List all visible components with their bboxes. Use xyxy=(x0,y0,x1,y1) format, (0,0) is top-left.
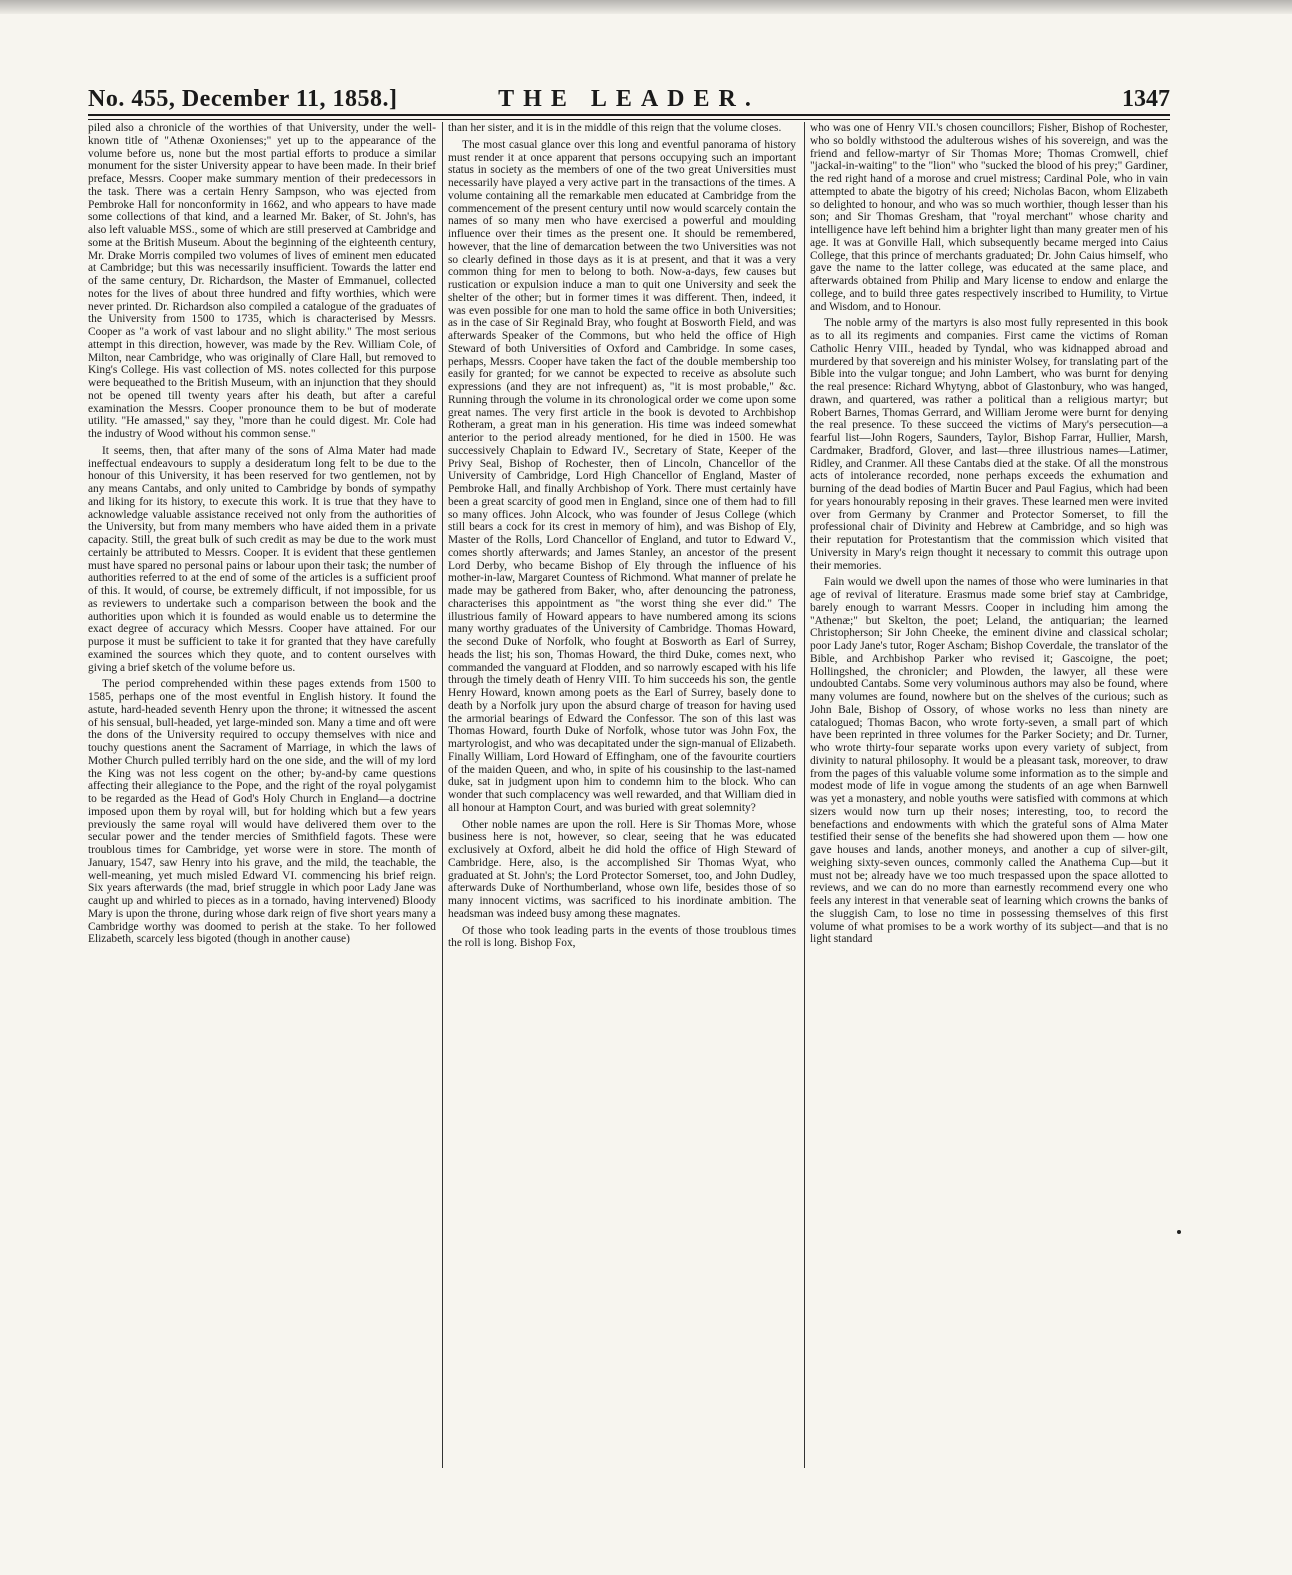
header-rule xyxy=(88,119,1170,120)
issue-date: No. 455, December 11, 1858.] xyxy=(88,86,398,112)
paragraph: piled also a chronicle of the worthies of that University, under the well-known title of "Athenæ Oxonienses;" yet up to the appearance of the volume before us, none but the most partial efforts to produce a similar monument for the sister University appear to have been made. In their brief preface, Messrs. Cooper make summary mention of their predecessors in the task. There was a certain Henry Sampson, who was ejected from Pembroke Hall for nonconformity in 1662, and who appears to have made some collections of that kind, and a learned Mr. Baker, of St. John's, has also left valuable MSS., some of which are still preserved at Cambridge and some at the British Museum. About the beginning of the eighteenth century, Mr. Drake Morris compiled two volumes of lives of eminent men educated at Cambridge; but this was necessarily insufficient. Towards the latter end of the same century, Dr. Richardson, the Master of Emmanuel, collected notes for the lives of about three hundred and fifty worthies, which were never printed. Dr. Richardson also compiled a catalogue of the graduates of the University from 1500 to 1735, which is characterised by Messrs. Cooper as "a work of vast labour and no slight ability." The most serious attempt in this direction, however, was made by the Rev. William Cole, of Milton, near Cambridge, who was originally of Clare Hall, but removed to King's College. His vast collection of MS. notes collected for this purpose were bequeathed to the British Museum, with an injunction that they should not be opened till twenty years after his death, but after a careful examination the Messrs. Cooper pronounce them to be but of moderate utility. "He amassed," say they, "more than he could digest. Mr. Cole had the industry of Wood without his common sense." xyxy=(88,122,436,440)
column-divider xyxy=(442,122,443,1468)
page-number: 1347 xyxy=(1122,86,1170,112)
masthead xyxy=(88,86,1170,116)
paragraph: It seems, then, that after many of the sons of Alma Mater had made ineffectual endeavours to supply a desideratum long felt to be due to the honour of this University, it has been reserved for two gentlemen, not by any means Cantabs, and only united to Cambridge by bonds of sympathy and liking for its history, to execute this work. It is true that they have to acknowledge valuable assistance received not only from the authorities of the University, but from many members who have aided them in a private capacity. Still, the great bulk of such credit as may be due to the work must certainly be attributed to Messrs. Cooper. It is evident that these gentlemen must have spared no personal pains or labour upon their task; the number of authorities referred to at the end of some of the articles is a sufficient proof of this. It would, of course, be extremely difficult, if not impossible, for us as reviewers to undertake such a comparison between the book and the authorities upon which it is founded as would enable us to determine the exact degree of accuracy which Messrs. Cooper have attained. For our purpose it must be sufficient to take it for granted that they have carefully examined the sources which they quote, and to content ourselves with giving a brief sketch of the volume before us. xyxy=(88,444,436,674)
text-column-2 xyxy=(448,122,796,1470)
paragraph: than her sister, and it is in the middle of this reign that the volume closes. xyxy=(448,122,782,134)
paragraph: The most casual glance over this long and eventful panorama of history must render it at once apparent that persons occupying such an important status in society as the members of one of the two great Universities must necessarily have played a very active part in the transactions of the times. A volume containing all the remarkable men educated at Cambridge from the commencement of the present century until now would scarcely contain the names of so many men who have exercised a powerful and moulding influence over their times as the present one. It should be remembered, however, that the line of demarcation between the two Universities was not so clearly defined in those days as it is at present, and that it was a very common thing for men to belong to both. Now-a-days, few causes but rustication or expulsion induce a man to quit one University and seek the shelter of the other; but in former times it was different. Then, indeed, it was even possible for one man to hold the same office in both Universities; as in the case of Sir Reginald Bray, who fought at Bosworth Field, and was afterwards Speaker of the Commons, but who held the office of High Steward of both Universities of Oxford and Cambridge. In some cases, perhaps, Messrs. Cooper have taken the fact of the double membership too easily for granted; for we cannot be expected to receive as absolute such expressions (and they are not infrequent) as, "it is most probable," &c. Running through the volume in its chronological order we come upon some great names. The very first article in the book is devoted to Archbishop Rotheram, a great man in his generation. His time was indeed somewhat anterior to the period already mentioned, for he died in 1500. He was successively Chaplain to Edward IV., Secretary of State, Keeper of the Privy Seal, Bishop of Rochester, then of Lincoln, Chancellor of the University of Cambridge, Lord High Chancellor of England, Master of Pembroke Hall, and finally Archbishop of York. There must certainly have been a great scarcity of good men in England, since one of them had to fill so many offices. John Alcock, who was founder of Jesus College (which still bears a cock for its crest in memory of him), and was Bishop of Ely, Master of the Rolls, Lord Chancellor of England, and tutor to Edward V., comes shortly afterwards; and James Stanley, an ancestor of the present Lord Derby, who became Bishop of Ely through the influence of his mother-in-law, Margaret Countess of Richmond. What manner of prelate he made may be gathered from Baker, who, after denouncing the patroness, characterises this appointment as "the worst thing she ever did." The illustrious family of Howard appears to have numbered among its scions many worthy graduates of the University of Cambridge. Thomas Howard, the second Duke of Norfolk, who fought at Bosworth as Earl of Surrey, heads the list; his son, Thomas Howard, the third Duke, comes next, who commanded the vanguard at Flodden, and so narrowly escaped with his life through the timely death of Henry VIII. To him succeeds his son, the gentle Henry Howard, known among poets as the Earl of Surrey, basely done to death by a Norfolk jury upon the absurd charge of treason for having used the armorial bearings of Edward the Confessor. The son of this last was Thomas Howard, fourth Duke of Norfolk, whose tutor was John Fox, the martyrologist, and who was decapitated under the sign-manual of Elizabeth. Finally William, Lord Howard of Effingham, one of the favourite courtiers of the maiden Queen, and who, in spite of his cousinship to the last-named duke, sat in judgment upon him to condemn him to the block. Who can wonder that such complacency was well rewarded, and that William died in all honour at Hampton Court, and was buried with great solemnity? xyxy=(448,138,796,814)
paragraph: Other noble names are upon the roll. Here is Sir Thomas More, whose business here is not, however, so clear, seeing that he was educated exclusively at Oxford, albeit he did hold the office of High Steward of Cambridge. Here, also, is the accomplished Sir Thomas Wyat, who graduated at St. John's; the Lord Protector Somerset, too, and John Dudley, afterwards Duke of Northumberland, whose own life, besides those of so many innocent victims, was sacrificed to his inordinate ambition. The headsman was indeed busy among these magnates. xyxy=(448,818,796,920)
paragraph: The period comprehended within these pages extends from 1500 to 1585, perhaps one of the most eventful in English history. It found the astute, hard-headed seventh Henry upon the throne; it witnessed the ascent of his sensual, bull-headed, yet large-minded son. Many a time and oft were the dons of the University required to occupy themselves with nice and touchy questions anent the Sacrament of Marriage, in which the laws of Mother Church pulled terribly hard on the one side, and the will of my lord the King was not less cogent on the other; by-and-by came questions affecting their allegiance to the Pope, and the right of the royal polygamist to be regarded as the Head of God's Holy Church in England—a doctrine imposed upon them by royal will, but for holding which but a few years previously the same royal will would have delivered them over to the secular power and the tender mercies of Smithfield fagots. These were troublous times for Cambridge, yet worse were in store. The month of January, 1547, saw Henry into his grave, and the mild, the teachable, the well-meaning, yet much misled Edward VI. commencing his brief reign. Six years afterwards (the mad, brief struggle in which poor Lady Jane was caught up and whirled to pieces as in a tornado, having intervened) Bloody Mary is upon the throne, during whose dark reign of five short years many a Cambridge worthy was doomed to perish at the stake. To her followed Elizabeth, scarcely less bigoted (though in another cause) xyxy=(88,678,436,946)
scan-edge-shadow xyxy=(0,0,1292,14)
paragraph: who was one of Henry VII.'s chosen councillors; Fisher, Bishop of Rochester, who so boldly withstood the adulterous wishes of his sovereign, and was the friend and fellow-martyr of Sir Thomas More; Thomas Cromwell, chief "jackal-in-waiting" to the "lion" who "sucked the blood of his prey;" Gardiner, the red right hand of a morose and cruel mistress; Cardinal Pole, who in vain attempted to abate the bigotry of his creed; Nicholas Bacon, whom Elizabeth so delighted to honour, and who was so much worthier, though lesser than his son; and Sir Thomas Gresham, that "royal merchant" whose charity and intelligence have left behind him a brighter light than many greater men of his age. It was at Gonville Hall, which subsequently became merged into Caius College, that this prince of merchants graduated; Dr. John Caius himself, who gave the name to the latter college, was educated at the same place, and afterwards obtained from Philip and Mary license to endow and enlarge the college, and to build three gates respectively inscribed to Humility, to Virtue and Wisdom, and to Honour. xyxy=(810,122,1168,313)
newspaper-title: THE LEADER. xyxy=(498,86,760,112)
ink-speck xyxy=(1177,1230,1181,1234)
column-divider xyxy=(804,122,805,1468)
text-column-3 xyxy=(810,122,1168,1470)
paragraph: Fain would we dwell upon the names of those who were luminaries in that age of revival of literature. Erasmus made some brief stay at Cambridge, barely enough to warrant Messrs. Cooper in including him among the "Athenæ;" but Skelton, the poet; Leland, the antiquarian; the learned Christopherson; Sir John Cheeke, the eminent divine and classical scholar; poor Lady Jane's tutor, Roger Ascham; Bishop Coverdale, the translator of the Bible, and Archbishop Parker who revised it; Gascoigne, the poet; Hollingshed, the chronicler; and Plowden, the lawyer, all these were undoubted Cantabs. Some very voluminous authors may also be found, where many volumes are found, nowhere but on the shelves of the curious; such as John Bale, Bishop of Ossory, of whose works no less than ninety are catalogued; Thomas Bacon, who wrote forty-seven, a small part of which have been reprinted in three volumes for the Parker Society; and Dr. Turner, who wrote thirty-four separate works upon every variety of subject, from divinity to natural philosophy. It would be a pleasant task, moreover, to draw from the pages of this valuable volume some information as to the simple and modest mode of life in vogue among the students of an age when Barnwell was yet a monastery, and noble youths were satisfied with commons at which sizers would now turn up their noses; interesting, too, to record the benefactions and endowments with which the grateful sons of Alma Mater testified their sense of the benefits she had showered upon them — how one gave houses and lands, another moneys, and another a cup of silver-gilt, weighing sixty-seven ounces, commonly called the Anathema Cup—but it must not be; already have we too much trespassed upon the space allotted to reviews, and we can do no more than earnestly recommend every one who feels any interest in that venerable seat of learning which crowns the banks of the sluggish Cam, to lose no time in possessing themselves of this first volume of what promises to be a work worthy of its subject—and that is no light standard xyxy=(810,576,1168,946)
text-column-1 xyxy=(88,122,436,1470)
paragraph: Of those who took leading parts in the events of those troublous times the roll is long. Bishop Fox, xyxy=(448,924,796,950)
paragraph: The noble army of the martyrs is also most fully represented in this book as to all its regiments and companies. First came the victims of Roman Catholic Henry VIII., headed by Tyndal, who was kidnapped abroad and murdered by that sovereign and his minister Wolsey, for translating part of the Bible into the vulgar tongue; and John Lambert, who was burnt for denying the real presence: Richard Whytyng, abbot of Glastonbury, who was hanged, drawn, and quartered, was rather a political than a religious martyr; but Robert Barnes, Thomas Gerrard, and William Jerome were burnt for denying the real presence. To these succeed the victims of Mary's persecution—a fearful list—John Rogers, Saunders, Taylor, Bishop Farrar, Hullier, Marsh, Cardmaker, Bradford, Glover, and last—three illustrious names—Latimer, Ridley, and Cranmer. All these Cantabs died at the stake. Of all the monstrous acts of intolerance recorded, none perhaps exceeds the exhumation and burning of the dead bodies of Martin Bucer and Paul Fagius, which had been for years honourably reposing in their graves. These learned men were invited over from Germany by Cranmer and Protector Somerset, to fill the professional chair of Divinity and Hebrew at Cambridge, and so high was their reputation for Protestantism that the commission which visited that University in Mary's reign thought it necessary to commit this outrage upon their memories. xyxy=(810,317,1168,572)
